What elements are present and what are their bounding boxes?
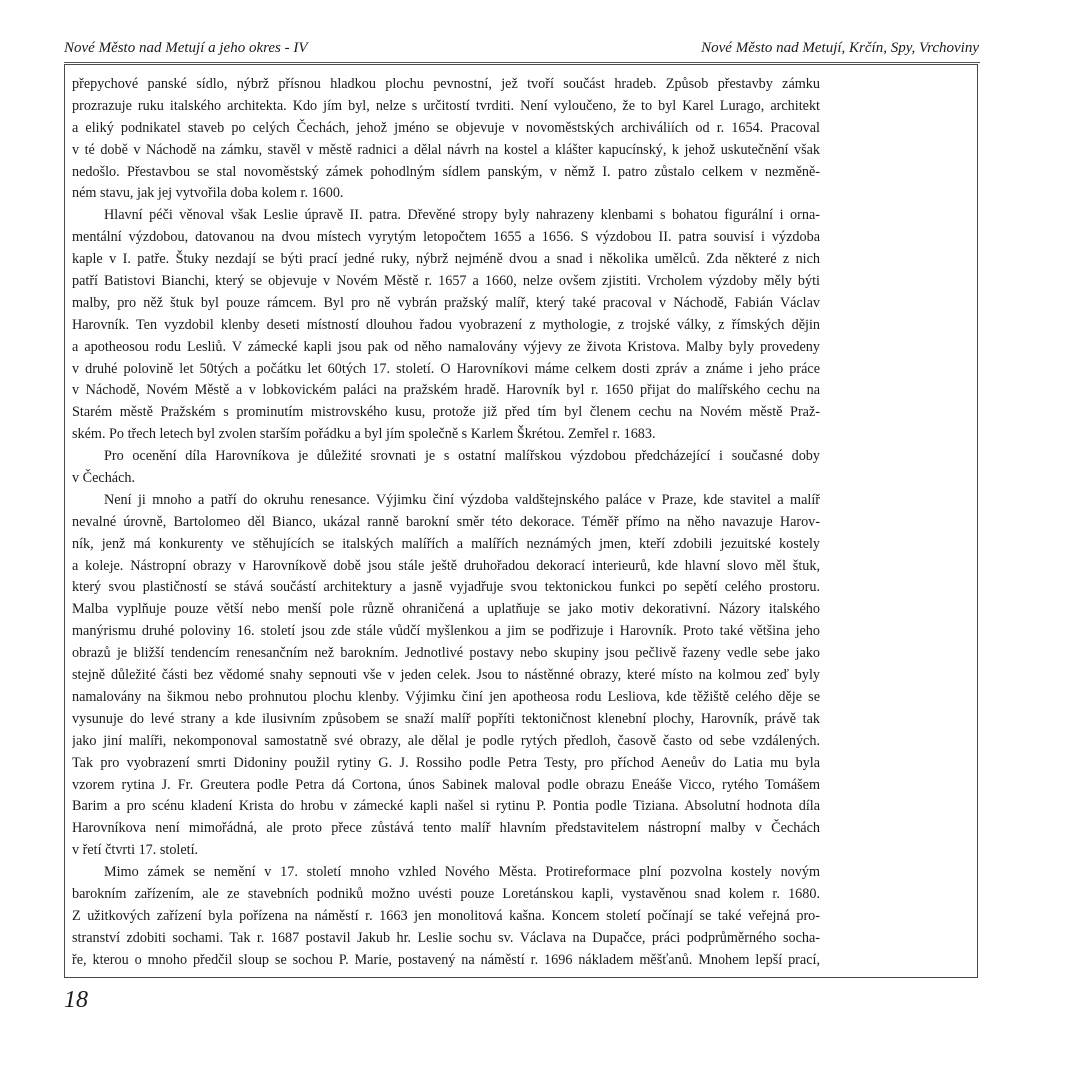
text-line: a koleje. Nástropní obrazy v Harovníkově době jsou stále ještě druhořadou dekorací interieurů, kde hlavní slovo měl štuk, — [72, 557, 820, 574]
text-line: stranství zdobiti sochami. Tak r. 1687 postavil Jakub hr. Leslie sochu sv. Václava na Dupačce, práci podprůměrného socha- — [72, 929, 820, 946]
text-line: vysunuje do levé strany a kde ilusivním způsobem se snaží malíř popříti tektoničnost klenební plochy, Harovník, právě tak — [72, 710, 820, 727]
text-line: přepychové panské sídlo, nýbrž přísnou hladkou plochu pevnostní, jež tvoří součást hradeb. Způsob přestavby zámku — [72, 76, 820, 92]
text-line: patří Batistovi Bianchi, který se objevuje v Novém Městě r. 1657 a 1660, nelze ovšem zjistiti. Vrcholem výzdoby měly býti — [72, 273, 820, 290]
text-line: a apotheosou rodu Lesliů. V zámecké kapli jsou pak od něho namalovány výjevy ze života Kristova. Malby byly provedeny — [72, 338, 820, 355]
text-line: stejně důležité části bez vědomé snahy sepnouti vše v jeden celek. Jsou to nástěnné obrazy, které místo na kolmou zeď byly — [72, 667, 820, 684]
text-line: obrazů je bližší tendencím renesančním než barokním. Jednotlivé postavy nebo skupiny jsou pečlivě řazeny vedle sebe jako — [72, 645, 820, 662]
text-line: Barim a pro scénu kladení Krista do hrobu v zámecké kapli našel si rytinu P. Pontia podle Tiziana. Absolutní hodnota díla — [72, 798, 820, 815]
text-line: v té době v Náchodě na zámku, stavěl v městě radnici a dělal návrh na kostel a klášter kapucínský, k jehož uskutečnění však — [72, 141, 820, 158]
text-line: Mimo zámek se nemění v 17. století mnoho vzhled Nového Města. Protireformace plní pozvolna kostely novým — [104, 864, 820, 881]
text-line: nedošlo. Přestavbou se stal novoměstský zámek pohodlným sídlem panským, v němž I. patro zůstalo celkem v nezměně- — [72, 163, 820, 180]
header-rule — [64, 62, 980, 63]
text-line: v Náchodě, Novém Městě a v lobkovickém paláci na pražském hradě. Harovník byl r. 1650 přijat do malířského cechu na — [72, 382, 820, 399]
text-line: kaple v I. patře. Štuky nezdají se býti prací jedné ruky, nýbrž nejméně dvou a snad i několika umělců. Zda některé z nich — [72, 251, 820, 268]
text-line: nevalné úrovně, Bartolomeo děl Bianco, ukázal ranně barokní směr této dekorace. Téměř přímo na něho navazuje Harov- — [72, 513, 820, 530]
running-head-right: Nové Město nad Metují, Krčín, Spy, Vrchoviny — [701, 40, 979, 56]
text-line: v řetí čtvrti 17. století. — [72, 842, 199, 859]
text-line: mentální výzdobou, datovanou na dvou místech vyrytým letopočtem 1655 a 1656. S výzdobou II. patra souvisí i výzdoba — [72, 229, 820, 246]
text-line: v druhé polovině let 50tých a počátku let 60tých 17. století. O Harovníkovi máme celkem dosti zpráv a známe i jeho práce — [72, 360, 820, 377]
text-line: Tak pro vyobrazení smrti Didoniny použil rytiny G. J. Rossiho podle Petra Testy, pro příchod Aeneův do Latia mu byla — [72, 754, 820, 771]
text-line: který svou plastičností se stává součástí architektury a jasně vyjadřuje svou tektonickou funkci po sepětí celého prostoru. — [72, 579, 820, 596]
text-line: Hlavní péči věnoval však Leslie úpravě II. patra. Dřevěné stropy byly nahrazeny klenbami s bohatou figurální i orna- — [104, 207, 820, 224]
text-line: a eliký podnikatel staveb po celých Čechách, jehož jméno se objevuje v novoměstských archiváliích od r. 1654. Pracoval — [72, 119, 820, 136]
text-line: Malba vyplňuje pouze větší nebo menší pole různě ohraničená a uplatňuje se jako motiv dekorativní. Názory italského — [72, 601, 820, 618]
text-line: malby, pro něž štuk byl pouze rámcem. Byl pro ně vybrán pražský malíř, který také pracoval v Náchodě, Fabián Václav — [72, 294, 820, 311]
text-line: manýrismu druhé poloviny 16. století jsou zde stále vůdčí myšlenkou a jim se podřizuje i Harovník. Proto také většina jeho — [72, 623, 820, 640]
text-line: namalovány na šikmou nebo prohnutou plochu klenby. Výjimku činí jen apotheosa rodu Lesliova, kde těžiště celého děje se — [72, 688, 820, 705]
text-line: ném stavu, jak jej vytvořila doba kolem r. 1600. — [72, 185, 344, 202]
text-line: jako jiní malíři, nekomponoval samostatně své obrazy, ale dělal je podle rytých předloh, časově často od sebe vzdálených. — [72, 732, 820, 749]
text-line: Harovníkova není mimořádná, ale proto přece zůstává tento malíř hlavním představitelem nástropní malby v Čechách — [72, 820, 820, 837]
text-line: ník, jenž má konkurenty ve stěhujících se italských malířích a malířích neznámých jmen, kteří zdobili jezuitské kostely — [72, 535, 820, 552]
text-line: barokním zařízením, ale ze stavebních podniků možno uvésti pouze Loretánskou kapli, vystavěnou snad kolem r. 1680. — [72, 885, 820, 902]
running-head-left: Nové Město nad Metují a jeho okres - IV — [64, 40, 308, 56]
text-line: Z užitkových zařízení byla pořízena na náměstí r. 1663 jen monolitová kašna. Koncem století počínají se také veřejná pro- — [72, 907, 820, 924]
text-line: ře, kterou o mnoho předčil sloup se sochou P. Marie, postavený na náměstí r. 1696 nákladem měšťanů. Mnohem lepší prací, — [72, 951, 820, 968]
body-text — [72, 74, 820, 972]
text-line: Není ji mnoho a patří do okruhu renesance. Výjimku činí výzdoba valdštejnského paláce v Praze, kde stavitel a malíř — [104, 491, 820, 508]
text-line: v Čechách. — [72, 470, 136, 487]
text-line: Pro ocenění díla Harovníkova je důležité srovnati je s ostatní malířskou výzdobou předcházející i současné doby — [104, 448, 820, 465]
text-line: ském. Po třech letech byl zvolen starším pořádku a byl jím společně s Karlem Škrétou. Zemřel r. 1683. — [72, 426, 656, 443]
text-line: Starém městě Pražském s prominutím mistrovského kusu, protože již před tím byl členem cechu na Novém městě Praž- — [72, 404, 820, 421]
text-line: vzorem rytina J. Fr. Greutera podle Petra dá Cortona, únos Sabinek maloval podle obrazu Eneáše Vicco, rytého Tomášem — [72, 776, 820, 793]
page-number: 18 — [64, 987, 88, 1013]
text-line: Harovník. Ten vyzdobil klenby deseti místností dlouhou řadou vyobrazení z mythologie, z trojské války, z římských dějin — [72, 316, 820, 333]
text-line: prozrazuje ruku italského architekta. Kdo jím byl, nelze s určitostí tvrditi. Není vyloučeno, že to byl Karel Lurago, architekt — [72, 97, 820, 114]
